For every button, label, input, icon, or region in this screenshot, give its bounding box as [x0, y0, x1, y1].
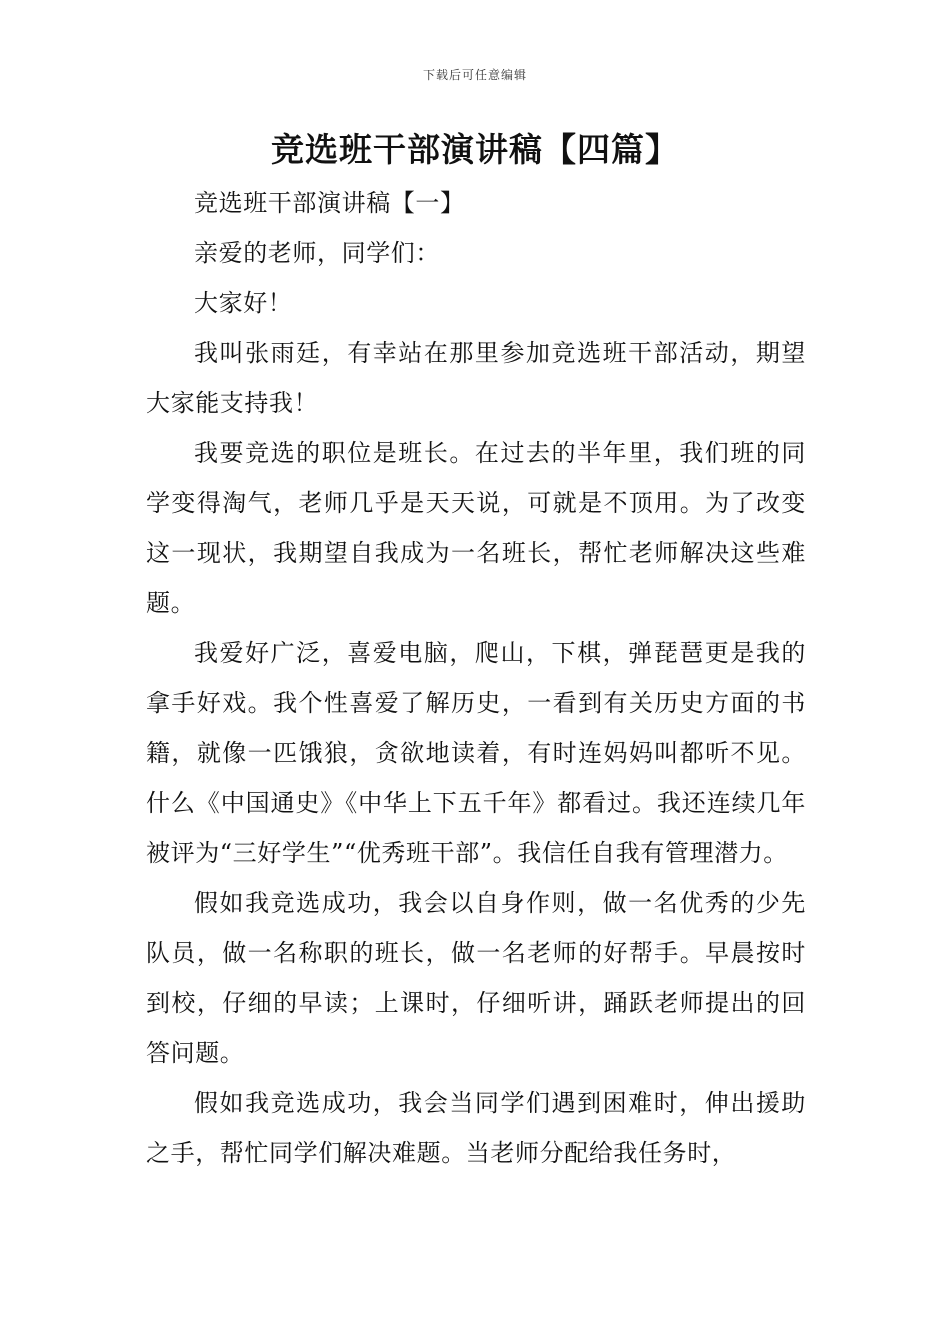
document-title: 竞选班干部演讲稿【四篇】: [271, 130, 679, 169]
paragraph: 我叫张雨廷，有幸站在那里参加竞选班干部活动，期望大家能支持我！: [146, 339, 806, 417]
paragraph-greeting: 亲爱的老师，同学们：: [194, 239, 440, 267]
paragraph-subtitle: 竞选班干部演讲稿【一】: [194, 189, 465, 217]
header-note: 下载后可任意编辑: [422, 68, 527, 82]
paragraph: 假如我竞选成功，我会以自身作则，做一名优秀的少先队员，做一名称职的班长，做一名老师的好帮手。早晨按时到校，仔细的早读；上课时，仔细听讲，踊跃老师提出的回答问题。: [146, 889, 806, 1067]
paragraph: 我要竞选的职位是班长。在过去的半年里，我们班的同学变得淘气，老师几乎是天天说，可就是不顶用。为了改变这一现状，我期望自我成为一名班长，帮忙老师解决这些难题。: [146, 439, 806, 617]
paragraph: 假如我竞选成功，我会当同学们遇到困难时，伸出援助之手，帮忙同学们解决难题。当老师分配给我任务时，: [146, 1089, 806, 1167]
paragraph: 我爱好广泛，喜爱电脑，爬山，下棋，弹琵琶更是我的拿手好戏。我个性喜爱了解历史，一看到有关历史方面的书籍，就像一匹饿狼，贪欲地读着，有时连妈妈叫都听不见。什么《中国通史》《中华上下五千年》都看过。我还连续几年被评为“三好学生”“优秀班干部”。我信任自我有管理潜力。: [146, 639, 806, 867]
paragraph-hello: 大家好！: [194, 289, 293, 317]
document-body: [146, 178, 806, 1178]
